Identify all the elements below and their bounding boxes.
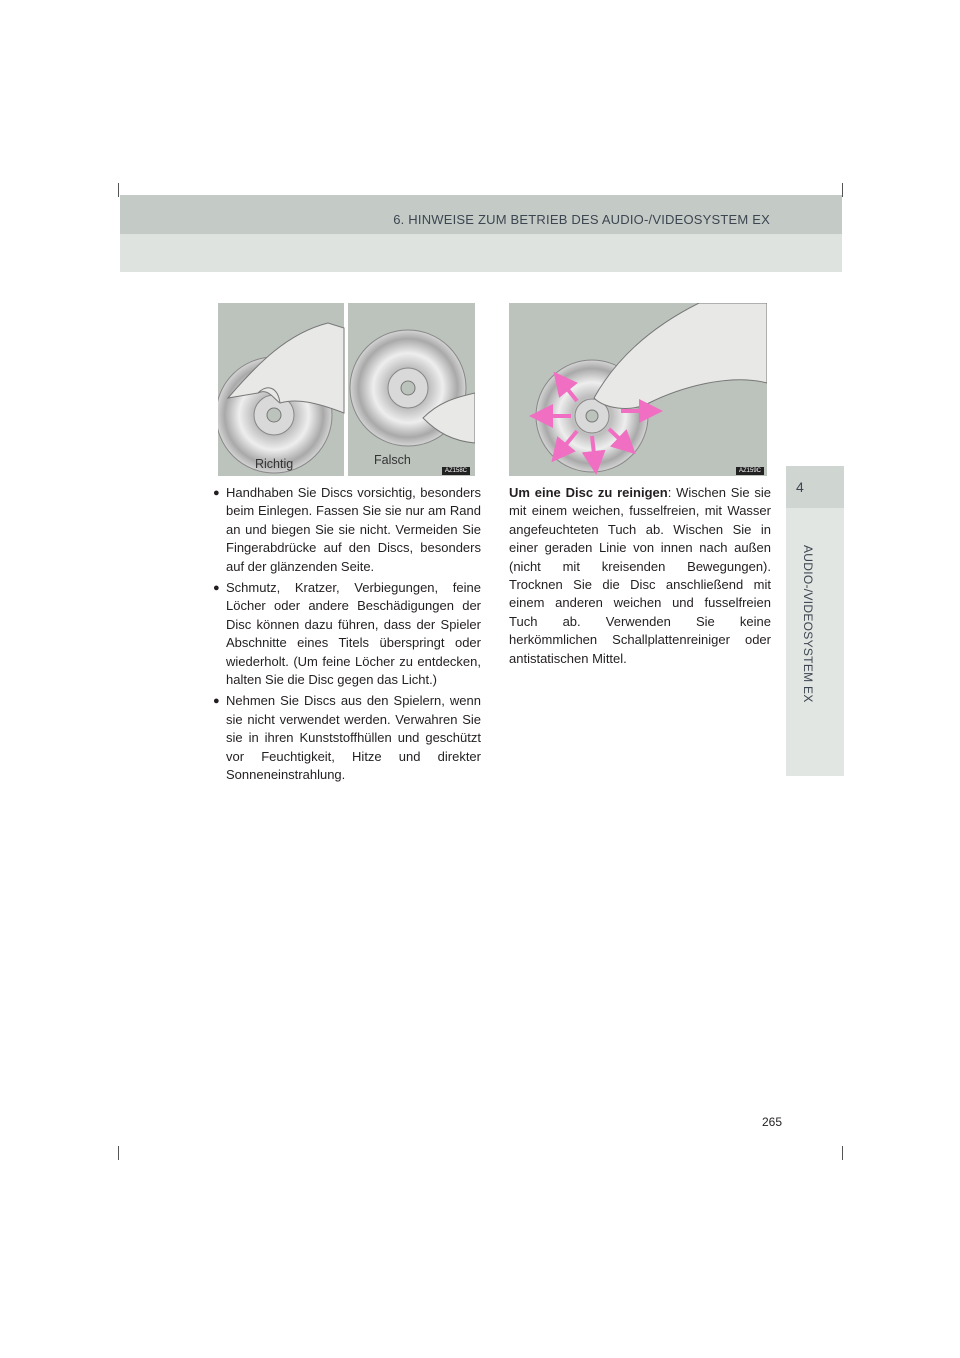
bullet-text: Handhaben Sie Discs vorsichtig, besonders beim Einlegen. Fassen Sie sie nur am Rand an und biegen Sie sie nicht. Vermeiden Sie Fingerabdrücke auf den Discs, besonders auf der glänzenden Seite. xyxy=(226,485,481,574)
crop-mark xyxy=(118,1146,119,1160)
list-item xyxy=(213,579,481,689)
disc-handling-figure xyxy=(218,303,475,476)
disc-handling-illustration xyxy=(218,303,475,476)
label-wrong: Falsch xyxy=(374,453,411,467)
section-title: 6. HINWEISE ZUM BETRIEB DES AUDIO-/VIDEOSYSTEM EX xyxy=(393,212,770,227)
figure-code: AZ159C xyxy=(736,467,764,475)
page-number: 265 xyxy=(762,1115,783,1129)
bullet-text: Schmutz, Kratzer, Verbiegungen, feine Löcher oder andere Beschädigungen der Disc können dazu führen, dass der Spieler Abschnitte eines Titels überspringt oder wiederholt. (Um feine Löcher zu entdecken, halten Sie die Disc gegen das Licht.) xyxy=(226,580,481,688)
bullet-icon: ● xyxy=(213,487,220,499)
header-top-strip xyxy=(120,195,842,234)
cleaning-heading: Um eine Disc zu reinigen xyxy=(509,485,668,500)
chapter-label: AUDIO-/VIDEOSYSTEM EX xyxy=(801,545,815,703)
disc-cleaning-figure xyxy=(509,303,767,476)
chapter-side-strip xyxy=(786,508,844,776)
header-band xyxy=(120,195,842,272)
list-item xyxy=(213,484,481,576)
cleaning-text: : Wischen Sie sie mit einem weichen, fusselfreien, mit Wasser angefeuchteten Tuch ab. Wischen Sie in einer geraden Linie von innen nach außen (nicht mit kreisenden Bewegungen). Trocknen Sie die Disc anschließend mit einem anderen weichen und fusselfreien Tuch ab. Verwenden Sie keine herkömmlichen Schallplattenreiniger oder antistatischen Mittel. xyxy=(509,485,771,666)
crop-mark xyxy=(842,1146,843,1160)
handling-instructions xyxy=(213,484,481,788)
label-correct: Richtig xyxy=(255,457,294,471)
crop-mark xyxy=(118,183,119,197)
bullet-text: Nehmen Sie Discs aus den Spielern, wenn sie nicht verwendet werden. Verwahren Sie sie in ihren Kunststoffhüllen und geschützt vor Feuchtigkeit, Hitze und direkter Sonneneinstrahlung. xyxy=(226,693,481,783)
disc-cleaning-illustration xyxy=(509,303,767,476)
bullet-icon: ● xyxy=(213,695,220,708)
crop-mark xyxy=(842,183,843,197)
figure-code: AZ158C xyxy=(442,467,470,475)
list-item xyxy=(213,692,481,784)
bullet-icon: ● xyxy=(213,582,220,595)
chapter-number-tab: 4 xyxy=(786,466,844,508)
cleaning-instructions xyxy=(509,484,771,668)
